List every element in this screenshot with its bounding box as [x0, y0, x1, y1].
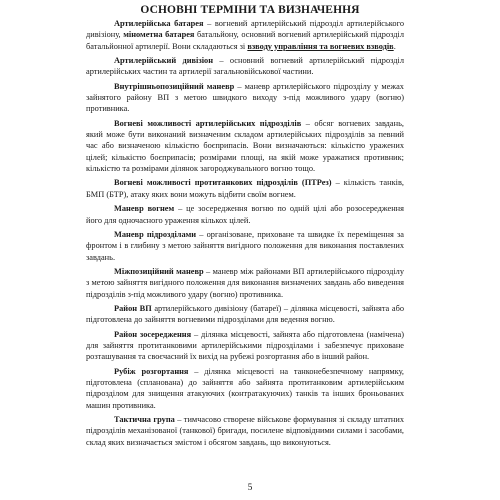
definition-concentration-area [86, 329, 404, 363]
definition-artillery-battery [86, 18, 404, 52]
definition-intra-position-maneuver [86, 81, 404, 115]
definition-unit-maneuver [86, 229, 404, 263]
definition-text: – основний вогневий артилерійський підрозділ артилерійських частин та артилерії загальновійськової частини. [86, 56, 404, 77]
term: Артилерійський дивізіон [114, 56, 214, 66]
term: Район зосередження [114, 329, 192, 339]
definition-text: – ділянка місцевості, зайнята або підготовлена (намічена) для зайняття протитанковими артилерійськими підрозділами і забезпечує приховане розташування та своєчасний їх вихід на рубежі розгортання або в інший район. [86, 329, 405, 362]
term: Район ВП [114, 303, 152, 313]
term: Маневр вогнем [114, 204, 175, 214]
definition-tactical-group [86, 414, 404, 448]
definition-text: – ділянка місцевості на танконебезпечному напрямку, підготовлена (спланована) до зайняття або зайнята протитанковим артилерійським підрозділом для знищення атакуючих (контратакуючих) танків та інших броньованих машин противника. [86, 366, 404, 410]
definition-text: – обсяг вогневих завдань, який може бути виконаний визначеним складом артилерійських підрозділів за певний час або визначеною кількістю боєприпасів. Вони визначаються: кількістю уражених цілей; кількістю боєприпасів; розмірами площі, на якій може уражатися противник; кількістю та розмірами ділянок загороджувального вогню тощо. [86, 118, 404, 174]
definition-artillery-fire-capabilities [86, 118, 404, 175]
term: Артилерійська батарея [114, 19, 204, 28]
definition-inter-position-maneuver [86, 266, 404, 300]
term: Вогневі можливості протитанкових підрозділів (ПТРез) [114, 178, 332, 188]
definition-firing-position-area [86, 303, 404, 326]
definition-artillery-division [86, 55, 404, 78]
definition-text: – вогневий артилерійський підрозділ артилерійського дивізіону, [86, 19, 404, 40]
page-number: 5 [247, 483, 253, 493]
definition-text: – організоване, приховане та швидке їх переміщення за фронтом і в глибину з метою зайняття вигідного положення для виконання поставлених завдань. [86, 229, 404, 262]
definition-fire-maneuver [86, 203, 404, 226]
definition-text: батальйону, основний вогневий артилерійський підрозділ батальйонної артилерії. Вони складаються зі [86, 30, 405, 51]
page-title: ОСНОВНІ ТЕРМІНИ ТА ВИЗНАЧЕННЯ [140, 4, 360, 16]
definition-text: – маневр між районами ВП артилерійського підрозділу з метою зайняття вигідного положення для виконання визначених завдань або виведення підрозділів з-під можливого удару (вогню) противника. [86, 266, 405, 299]
term-underlined: взводу управління та вогневих взводів [247, 41, 394, 51]
term: Внутрішньопозиційний маневр [114, 81, 235, 91]
definition-text: – кількість танків, БМП (БТР), атаку яких вони можуть відбити своїм вогнем. [86, 178, 404, 199]
term: Вогневі можливості артилерійських підрозділів [114, 118, 302, 128]
term: Тактична група [114, 415, 175, 424]
term-mortar-battery: мінометна батарея [123, 30, 195, 40]
definition-text: . [393, 41, 396, 51]
definition-deployment-line [86, 366, 404, 411]
term: Рубіж розгортання [114, 366, 189, 376]
definition-text: артилерійського дивізіону (батареї) – ділянка місцевості, зайнята або підготовлена до зайняття вогневими підрозділами для ведення вогню. [86, 303, 404, 325]
term: Міжпозиційний маневр [114, 266, 204, 276]
definition-text: – це зосередження вогню по одній цілі або розосередження його для одночасного ураження кількох цілей. [86, 204, 404, 225]
definition-text: – маневр артилерійського підрозділу у межах зайнятого району ВП з метою швидкого виходу з-під можливого удару (вогню) противника. [86, 81, 404, 114]
definition-text: – тимчасово створене військове формування зі складу штатних підрозділів механізованої (танкової) бригади, посилене відповідними силами і засобами, склад яких визначається змістом і обсягом завдань, що виконуються. [86, 415, 404, 447]
definitions-list [86, 18, 404, 451]
term: Маневр підрозділами [114, 229, 197, 239]
definition-antitank-fire-capabilities [86, 177, 404, 200]
